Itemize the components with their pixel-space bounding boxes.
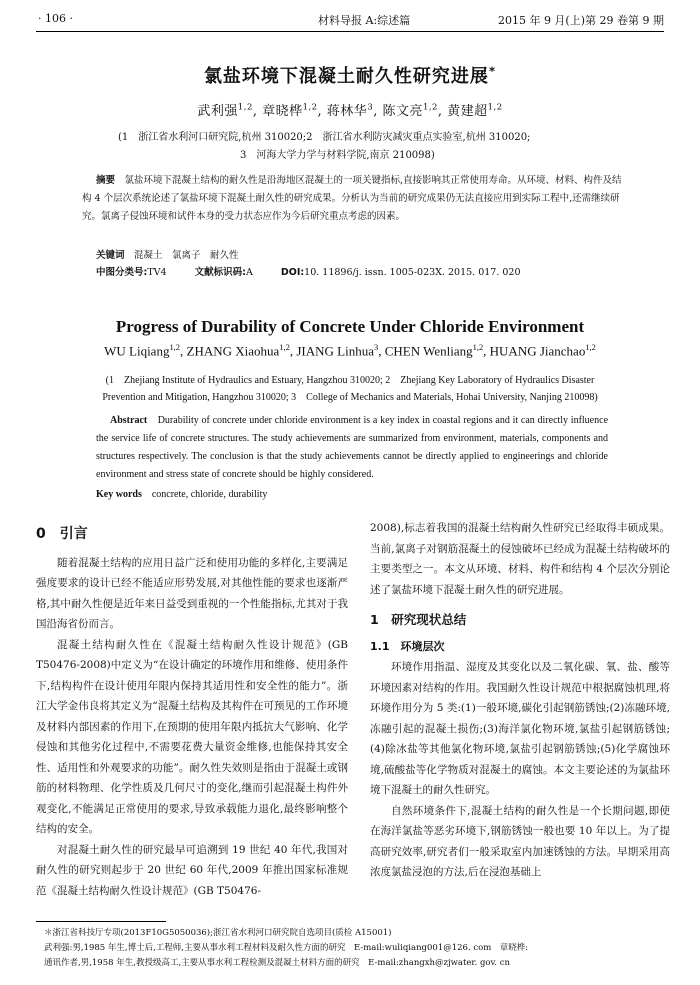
paragraph: 混凝土结构耐久性在《混凝土结构耐久性设计规范》(GB T50476-2008)中定义为“在设计确定的环境作用和维修、使用条件下,结构构件在设计使用年限内保持其适用性和安全性的能力”。浙江大学金伟良将其定义为“混凝土结构及其构件在可预见的工作环境及材料内部因素的作用下,在预期的使用年限内抵抗大气影响、化学侵蚀和其他劣化过程中,不需要花费大量资金维修,也能保持其安全性、适用性和外观要求的功能”。耐久性失效则是指由于混凝土或钢筋的材料物理、化学性质及几何尺寸的变化,继而引起混凝土构件外观变化,不能满足正常使用的要求,导致承载能力退化,最终影响整个结构的安全。 — [36, 638, 348, 835]
paragraph: 对混凝土耐久性的研究最早可追溯到 19 世纪 40 年代,我国对耐久性的研究则起步于 20 世纪 60 年代,2009 年推出国家标准规范《混凝土结构耐久性设计规范》(GB T50476- — [36, 843, 348, 897]
paragraph: 随着混凝土结构的应用日益广泛和使用功能的多样化,主要满足强度要求的设计已经不能适应形势发展,对其他性能的要求也逐渐严格,其中耐久性便是近年来日益受到重视的一个性能指标,尤其对于我国沿海省份而言。 — [36, 556, 348, 630]
cn-keywords-label: 关键词 — [96, 250, 125, 261]
paragraph: 自然环境条件下,混凝土结构的耐久性是一个长期问题,即使在海洋氯盐等恶劣环境下,钢筋锈蚀一般也要 10 年以上。为了提高研究效率,研究者们一般采取室内加速锈蚀的方法。早期采用高浓度氯盐浸泡的方法,后在浸泡基础上 — [370, 804, 670, 878]
cn-author: 陈文亮 — [382, 104, 423, 119]
section-number: 0 — [36, 526, 46, 542]
paragraph: 2008),标志着我国的混凝土结构耐久性研究已经取得丰硕成果。当前,氯离子对钢筋混凝土的侵蚀破坏已经成为混凝土结构破坏的主要类型之一。本文从环境、材料、构件和结构 4 个层次分别论述了氯盐环境下混凝土耐久性的研究进展。 — [370, 522, 670, 596]
cn-keywords-text: 混凝土 氯离子 耐久性 — [134, 250, 239, 261]
cn-author-sup: 1,2 — [487, 101, 503, 112]
cn-doi-value: 10. 11896/j. issn. 1005-023X. 2015. 017. 020 — [304, 267, 521, 278]
cn-title-footnote-mark: * — [488, 64, 497, 78]
en-keywords-text: concrete, chloride, durability — [151, 489, 268, 500]
section-number: 1 — [370, 612, 379, 627]
cn-title-text: 氯盐环境下混凝土耐久性研究进展 — [203, 66, 489, 87]
page-number: · 106 · — [38, 12, 73, 25]
en-author-sup: 1,2 — [585, 342, 596, 352]
cn-author-sup: 1,2 — [237, 101, 253, 112]
cn-abstract-label: 摘要 — [96, 175, 116, 186]
footnote-funding: ＊浙江省科技厅专项(2013F10G5050036);浙江省水利河口研究院自选项目(质检 A15001) — [44, 928, 392, 938]
section-heading-1-1 — [370, 637, 670, 658]
en-title: Progress of Durability of Concrete Under Chloride Environment — [115, 317, 585, 336]
cn-authors: 武利强$^{1,2}$, 章晓桦$^{1,2}$, 蒋林华$^3$, 陈文亮$^{1,2}$, 黄建超$^{1,2}$ — [197, 101, 503, 119]
cn-author: 黄建超 — [447, 104, 488, 119]
cn-abstract-text: 氯盐环境下混凝土结构的耐久性是沿海地区混凝土的一项关键指标,直接影响其正常使用寿命。从环境、材料、构件及结构 4 个层次系统论述了氯盐环境下混凝土耐久性的研究成果。分析认为当前的研究成果仍无法直接应用到实际工程中,还需继续研究。氯离子侵蚀环境和试件本身的受力状态应作为今后研究重点考虑的因素。 — [82, 175, 622, 222]
en-keywords — [96, 485, 267, 500]
en-author: ZHANG Xiaohua — [186, 343, 280, 359]
en-keywords-label: Key words — [96, 489, 142, 500]
en-abstract-text: Durability of concrete under chloride environment is a key index in coastal regions and it can directly influence the service life of concrete structures. The study achievements are summarized from environment, materials, components and structures respectively. The conclusion is that the study achievements cannot be directly applied to engineerings and chloride environment and stress state of concrete should be highly considered. — [96, 415, 609, 480]
en-author: WU Liqiang — [104, 343, 170, 359]
cn-author: 武利强 — [197, 104, 238, 119]
cn-doccode-label: 文献标识码: — [194, 267, 246, 278]
journal-name: 材料导报 A:综述篇 — [318, 14, 411, 27]
header-rule — [36, 31, 664, 32]
en-author: CHEN Wenliang — [384, 343, 473, 359]
subsection-title: 环境层次 — [400, 639, 445, 653]
en-author-sup: 1,2 — [169, 342, 180, 352]
cn-title — [0, 62, 700, 88]
body-column-right — [370, 518, 670, 883]
section-heading-1 — [370, 610, 670, 631]
cn-doi-label: DOI: — [280, 267, 305, 278]
section-heading-intro — [36, 524, 348, 545]
cn-affiliation-line-2: 3 河海大学力学与材料学院,南京 210098) — [240, 150, 435, 161]
footnote — [44, 926, 664, 971]
cn-doccode-value: A — [245, 267, 253, 278]
cn-class-value: TV4 — [147, 267, 167, 278]
section-title: 引言 — [59, 526, 88, 542]
en-affiliations — [28, 372, 672, 406]
paragraph: 环境作用指温、湿度及其变化以及二氧化碳、氧、盐、酸等环境因素对结构的作用。我国耐久性设计规范中根据腐蚀机理,将环境作用分为 5 类:(1)一般环境,碳化引起钢筋锈蚀;(2)冻融环境,冻融引起的混凝土损伤;(3)海洋氯化物环境,氯盐引起钢筋锈蚀;(4)除冰盐等其他氯化物环境,氯盐引起钢筋锈蚀;(5)化学腐蚀环境,硫酸盐等化学物质对混凝土的腐蚀。本文主要论述的为氯盐环境下混凝土的耐久性研究。 — [370, 661, 670, 796]
en-authors: WU Liqiang$^{1,2}$, ZHANG Xiaohua$^{1,2}$, JIANG Linhua$^3$, CHEN Wenliang$^{1,2}$, HUANG Jianchao$^{1,2}$ — [104, 342, 596, 359]
en-abstract — [96, 412, 608, 484]
en-affiliation-line-2: Prevention and Mitigation, Hangzhou 310020; 3 College of Mechanics and Materials, Hohai University, Nanjing 210098) — [102, 392, 598, 403]
en-abstract-label: Abstract — [110, 415, 148, 426]
subsection-number: 1.1 — [370, 639, 390, 653]
cn-keywords — [96, 247, 239, 261]
issue-info: 2015 年 9 月(上)第 29 卷第 9 期 — [497, 14, 664, 27]
cn-author-sup: 3 — [367, 101, 374, 112]
en-affiliation-line-1: (1 Zhejiang Institute of Hydraulics and Estuary, Hangzhou 310020; 2 Zhejiang Key Laboratory of Hydraulics Disaster — [105, 375, 595, 386]
cn-author-sup: 1,2 — [302, 101, 318, 112]
footnote-rule — [36, 921, 166, 922]
cn-affiliation-line-1: (1 浙江省水利河口研究院,杭州 310020;2 浙江省水利防灾减灾重点实验室,杭州 310020; — [118, 132, 531, 143]
footnote-author-1: 武利强:男,1985 年生,博士后,工程师,主要从事水利工程材料及耐久性方面的研究 E-mail:wuliqiang001@126. com 章晓桦: — [44, 943, 529, 953]
cn-author: 蒋林华 — [326, 104, 368, 119]
en-author-sup: 3 — [373, 342, 379, 352]
cn-author: 章晓桦 — [262, 104, 303, 119]
footnote-author-2: 通讯作者,男,1958 年生,教授级高工,主要从事水利工程检测及混凝土材料方面的研究 E-mail:zhangxh@zjwater. gov. cn — [44, 958, 510, 968]
en-author-sup: 1,2 — [279, 342, 290, 352]
cn-abstract — [82, 172, 622, 226]
en-author: HUANG Jianchao — [489, 343, 586, 359]
section-title: 研究现状总结 — [391, 612, 467, 627]
cn-class-label: 中图分类号: — [96, 267, 148, 278]
en-author-sup: 1,2 — [472, 342, 484, 352]
cn-author-sup: 1,2 — [422, 101, 438, 112]
en-author: JIANG Linhua — [296, 343, 374, 359]
body-column-left — [36, 518, 348, 901]
cn-classification — [96, 264, 521, 278]
